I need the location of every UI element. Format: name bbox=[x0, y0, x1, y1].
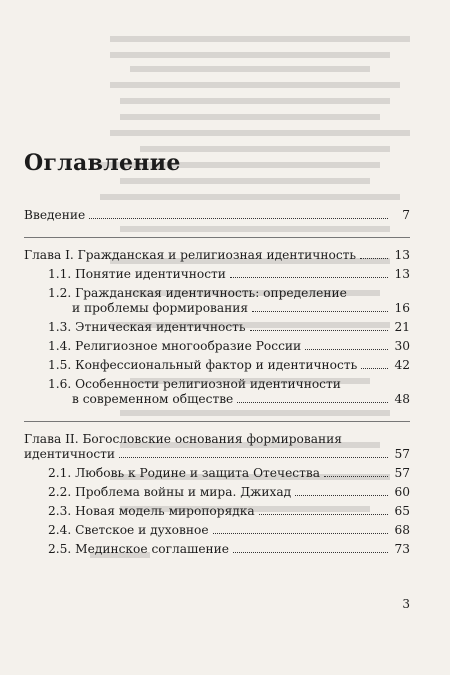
toc-entry-intro[interactable] bbox=[24, 208, 410, 223]
toc-entry-label: 1.3. Этническая идентичность bbox=[48, 320, 246, 334]
table-of-contents bbox=[24, 208, 410, 561]
toc-chapter-2[interactable] bbox=[24, 432, 410, 462]
divider bbox=[24, 421, 410, 422]
toc-entry-page: 13 bbox=[394, 267, 410, 281]
toc-entry-page: 16 bbox=[394, 301, 410, 315]
toc-entry-page: 68 bbox=[394, 523, 410, 537]
toc-entry-1-4[interactable] bbox=[48, 339, 410, 354]
leader-dots bbox=[89, 218, 388, 219]
toc-entry-1-6[interactable] bbox=[48, 377, 410, 407]
leader-dots bbox=[119, 457, 388, 458]
toc-entry-1-2[interactable] bbox=[48, 286, 410, 316]
toc-entry-page: 48 bbox=[394, 392, 410, 406]
leader-dots bbox=[360, 258, 388, 259]
toc-entry-label-line2: и проблемы формирования bbox=[72, 301, 249, 315]
leader-dots bbox=[230, 277, 388, 278]
toc-entry-page: 7 bbox=[402, 208, 410, 222]
toc-entry-page: 57 bbox=[394, 466, 410, 480]
toc-entry-label: 1.1. Понятие идентичности bbox=[48, 267, 226, 281]
toc-entry-label: 2.4. Светское и духовное bbox=[48, 523, 209, 537]
toc-entry-label: 1.5. Конфессиональный фактор и идентичность bbox=[48, 358, 358, 372]
toc-entry-label: 2.2. Проблема войны и мира. Джихад bbox=[48, 485, 292, 499]
leader-dots bbox=[295, 495, 388, 496]
toc-entry-label-line1: Глава II. Богословские основания формирования bbox=[24, 432, 342, 446]
toc-entry-2-3[interactable] bbox=[48, 504, 410, 519]
toc-entry-label: Введение bbox=[24, 208, 86, 222]
toc-entry-label-line2: в современном обществе bbox=[72, 392, 234, 406]
leader-dots bbox=[361, 368, 388, 369]
leader-dots bbox=[305, 349, 388, 350]
toc-entry-1-1[interactable] bbox=[48, 267, 410, 282]
toc-chapter-1[interactable] bbox=[24, 248, 410, 263]
toc-entry-page: 65 bbox=[394, 504, 410, 518]
leader-dots bbox=[250, 330, 388, 331]
toc-entry-2-5[interactable] bbox=[48, 542, 410, 557]
toc-entry-label: Глава I. Гражданская и религиозная идентичность bbox=[24, 248, 357, 262]
toc-entry-label: 2.1. Любовь к Родине и защита Отечества bbox=[48, 466, 320, 480]
toc-entry-2-1[interactable] bbox=[48, 466, 410, 481]
toc-entry-page: 57 bbox=[394, 447, 410, 461]
toc-entry-label-line1: 1.6. Особенности религиозной идентичности bbox=[48, 377, 341, 391]
toc-entry-label: 1.4. Религиозное многообразие России bbox=[48, 339, 302, 353]
page-title: Оглавление bbox=[24, 150, 181, 176]
toc-entry-page: 60 bbox=[394, 485, 410, 499]
toc-entry-page: 21 bbox=[394, 320, 410, 334]
toc-entry-1-3[interactable] bbox=[48, 320, 410, 335]
toc-entry-2-4[interactable] bbox=[48, 523, 410, 538]
leader-dots bbox=[252, 311, 388, 312]
toc-entry-label-line1: 1.2. Гражданская идентичность: определение bbox=[48, 286, 347, 300]
leader-dots bbox=[324, 476, 388, 477]
toc-entry-page: 73 bbox=[394, 542, 410, 556]
toc-entry-1-5[interactable] bbox=[48, 358, 410, 373]
toc-entry-page: 30 bbox=[394, 339, 410, 353]
toc-entry-page: 13 bbox=[394, 248, 410, 262]
leader-dots bbox=[237, 402, 388, 403]
toc-entry-page: 42 bbox=[394, 358, 410, 372]
leader-dots bbox=[233, 552, 388, 553]
page-number: 3 bbox=[402, 597, 410, 611]
leader-dots bbox=[213, 533, 388, 534]
leader-dots bbox=[259, 514, 388, 515]
toc-entry-label: 2.5. Мединское соглашение bbox=[48, 542, 229, 556]
toc-entry-label: 2.3. Новая модель миропорядка bbox=[48, 504, 255, 518]
toc-entry-2-2[interactable] bbox=[48, 485, 410, 500]
toc-entry-label-line2: идентичности bbox=[24, 447, 116, 461]
divider bbox=[24, 237, 410, 238]
